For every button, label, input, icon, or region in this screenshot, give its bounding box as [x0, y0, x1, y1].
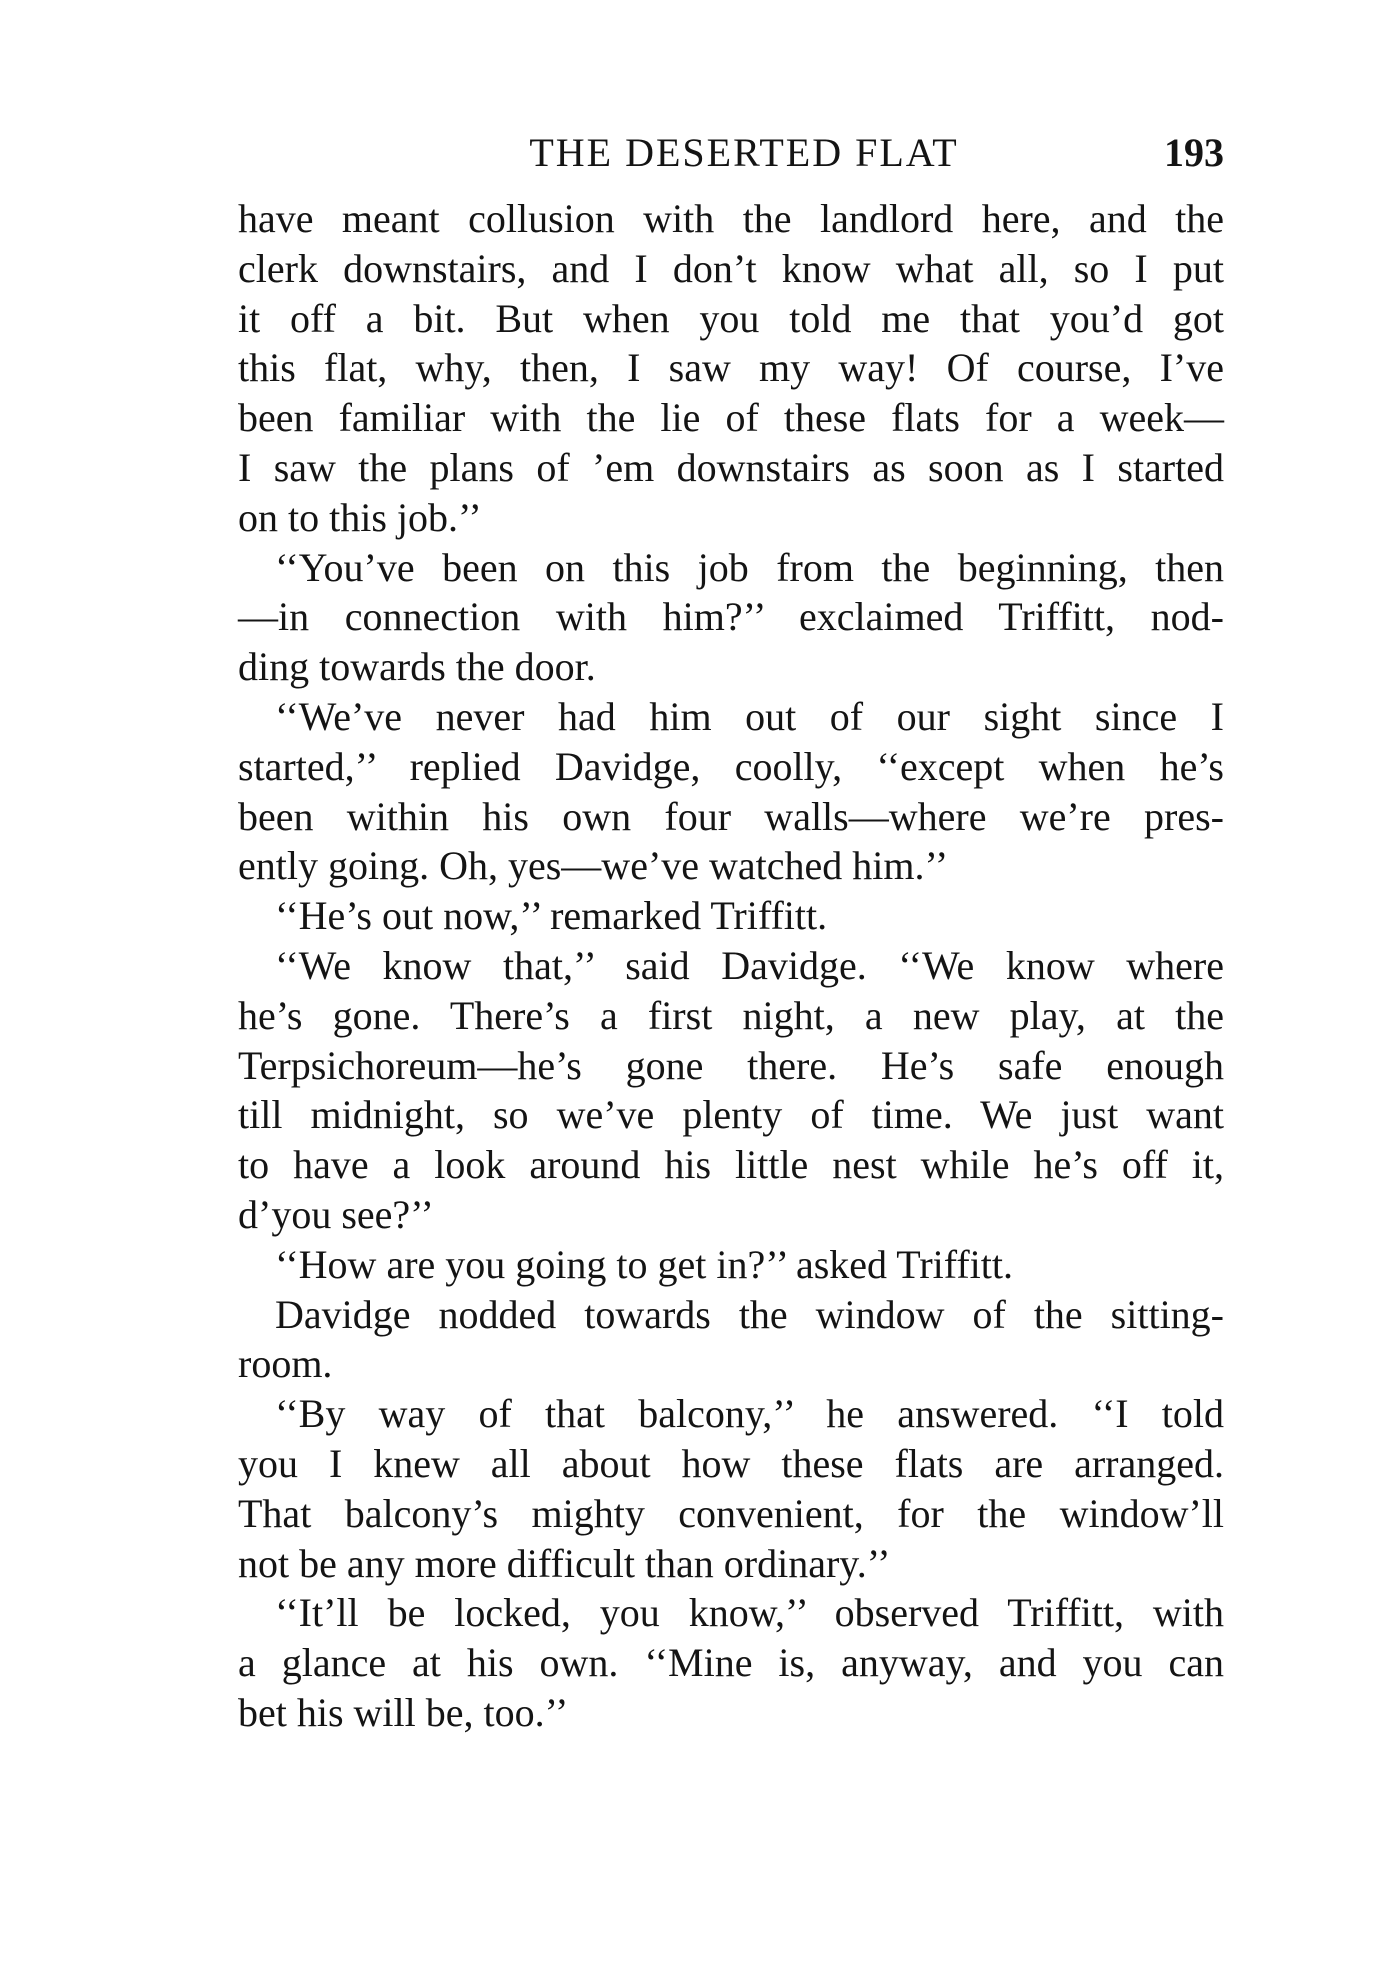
text-line: That balcony’s mighty convenient, for the window’ll — [238, 1490, 1224, 1536]
text-line: ently going. Oh, yes—we’ve watched him.’’ — [238, 843, 949, 889]
text-line: he’s gone. There’s a first night, a new play, at the — [238, 992, 1224, 1038]
text-line: ding towards the door. — [238, 644, 596, 690]
body-text — [238, 194, 1224, 1738]
text-line: you I knew all about how these flats are arranged. — [238, 1440, 1224, 1486]
text-line: room. — [238, 1341, 333, 1387]
text-line: —in connection with him?’’ exclaimed Triffitt, nod- — [238, 594, 1224, 640]
text-line: not be any more difficult than ordinary.’’ — [238, 1540, 891, 1586]
text-line: to have a look around his little nest while he’s off it, — [238, 1142, 1224, 1188]
text-line: bet his will be, too.’’ — [238, 1689, 569, 1735]
text-line: been within his own four walls—where we’re pres- — [238, 793, 1224, 839]
text-line: clerk downstairs, and I don’t know what all, so I put — [238, 245, 1224, 291]
text-line: d’you see?’’ — [238, 1191, 434, 1237]
running-title: THE DESERTED FLAT — [529, 130, 959, 175]
text-line: this flat, why, then, I saw my way! Of course, I’ve — [238, 345, 1224, 391]
text-line: till midnight, so we’ve plenty of time. We just want — [238, 1092, 1224, 1138]
text-line: it off a bit. But when you told me that you’d got — [238, 295, 1224, 341]
page-number: 193 — [1164, 130, 1224, 175]
text-line: Terpsichoreum—he’s gone there. He’s safe enough — [238, 1042, 1224, 1088]
text-line: ‘‘By way of that balcony,’’ he answered. ‘‘I told — [275, 1391, 1224, 1437]
text-line: ‘‘It’ll be locked, you know,’’ observed Triffitt, with — [275, 1590, 1224, 1636]
text-line: ‘‘We’ve never had him out of our sight since I — [275, 693, 1224, 739]
text-line: Davidge nodded towards the window of the sitting- — [275, 1291, 1224, 1337]
text-line: ‘‘You’ve been on this job from the beginning, then — [275, 544, 1224, 590]
text-line: a glance at his own. ‘‘Mine is, anyway, and you can — [238, 1640, 1224, 1686]
running-head — [238, 128, 1224, 178]
text-line: started,’’ replied Davidge, coolly, ‘‘except when he’s — [238, 743, 1224, 789]
text-line: ‘‘How are you going to get in?’’ asked Triffitt. — [275, 1241, 1014, 1287]
text-line: I saw the plans of ’em downstairs as soon as I started — [238, 444, 1224, 490]
text-line: on to this job.’’ — [238, 494, 482, 540]
text-line: ‘‘He’s out now,’’ remarked Triffitt. — [275, 893, 828, 939]
text-line: ‘‘We know that,’’ said Davidge. ‘‘We know where — [275, 942, 1224, 988]
text-line: been familiar with the lie of these flats for a week— — [238, 395, 1224, 441]
text-line: have meant collusion with the landlord here, and the — [238, 196, 1224, 241]
